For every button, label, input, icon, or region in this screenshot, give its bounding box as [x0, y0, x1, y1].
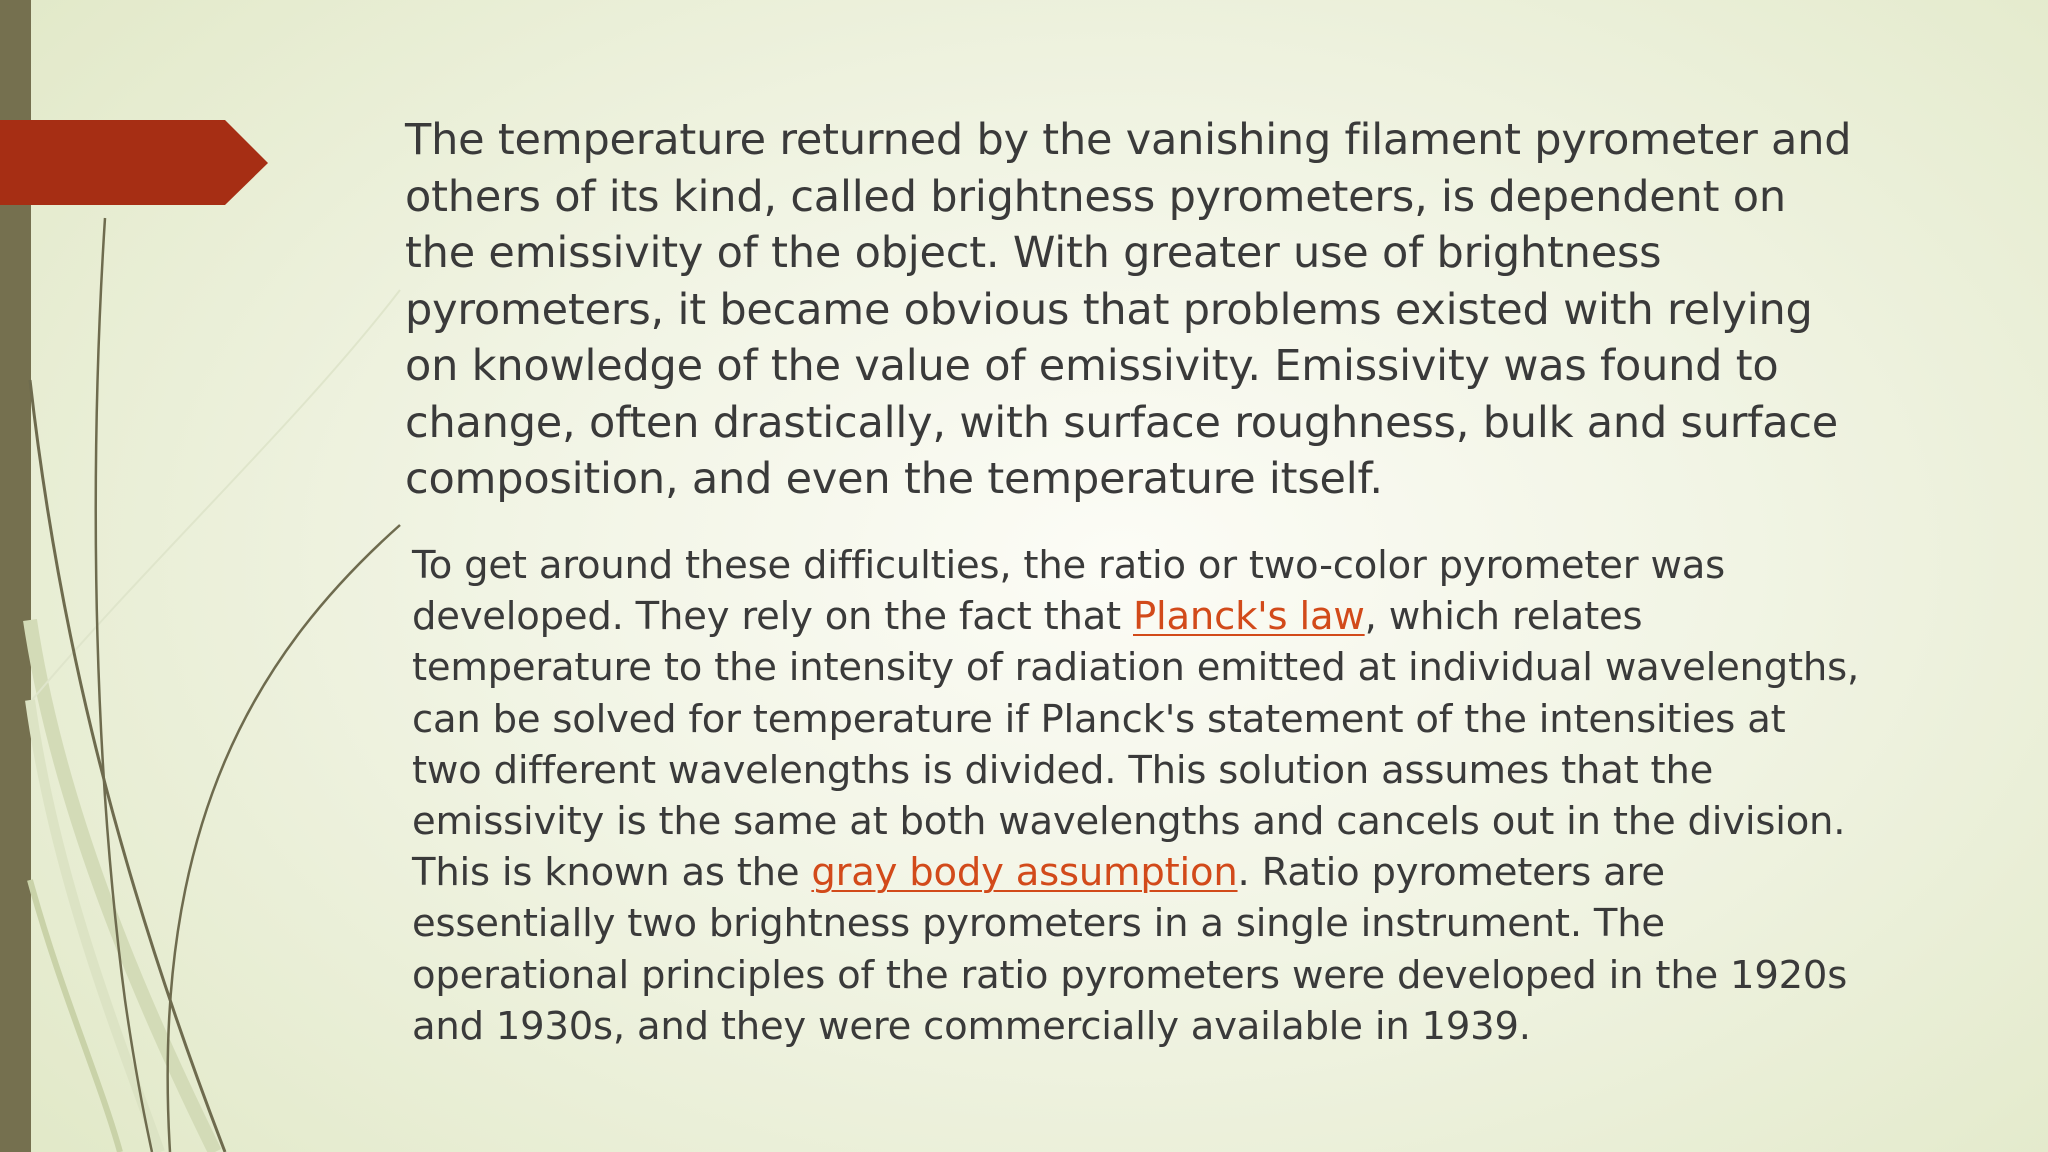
decorative-accent-graphic [0, 0, 460, 1152]
swoosh-dark-2 [168, 525, 400, 1152]
plancks-law-link[interactable]: Planck's law [1133, 594, 1365, 640]
swoosh-light-4 [32, 290, 400, 700]
paragraph-2-text-2: , which relates temperature to the intensity of radiation emitted at individual wavelengths, can be solved for temperature if Planck's statement of the intensities at two different wavelengths is divided. This solution assumes that the emissivity is the same at both wavelengths and cancels out in the division. This is known as the [412, 594, 1859, 896]
gray-body-assumption-link[interactable]: gray body assumption [811, 850, 1238, 896]
paragraph-brightness-pyrometers: The temperature returned by the vanishing filament pyrometer and others of its kind, called brightness pyrometers, is dependent on the emissivity of the object. With greater use of brightness pyrometers, it became obvious that problems existed with relying on knowledge of the value of emissivity. Emissivity was found to change, often drastically, with surface roughness, bulk and surface composition, and even the temperature itself. [405, 115, 1852, 504]
paragraph-2-text-1: To get around these difficulties, the ratio or two-color pyrometer was developed. They rely on the fact that [412, 543, 1725, 640]
paragraph-2-text-3: . Ratio pyrometers are essentially two brightness pyrometers in a single instrument. The operational principles of the ratio pyrometers were developed in the 1920s and 1930s, and they were commercially available in 1939. [412, 850, 1848, 1049]
chevron-banner [0, 120, 268, 205]
paragraph-ratio-pyrometers [412, 540, 1867, 1052]
